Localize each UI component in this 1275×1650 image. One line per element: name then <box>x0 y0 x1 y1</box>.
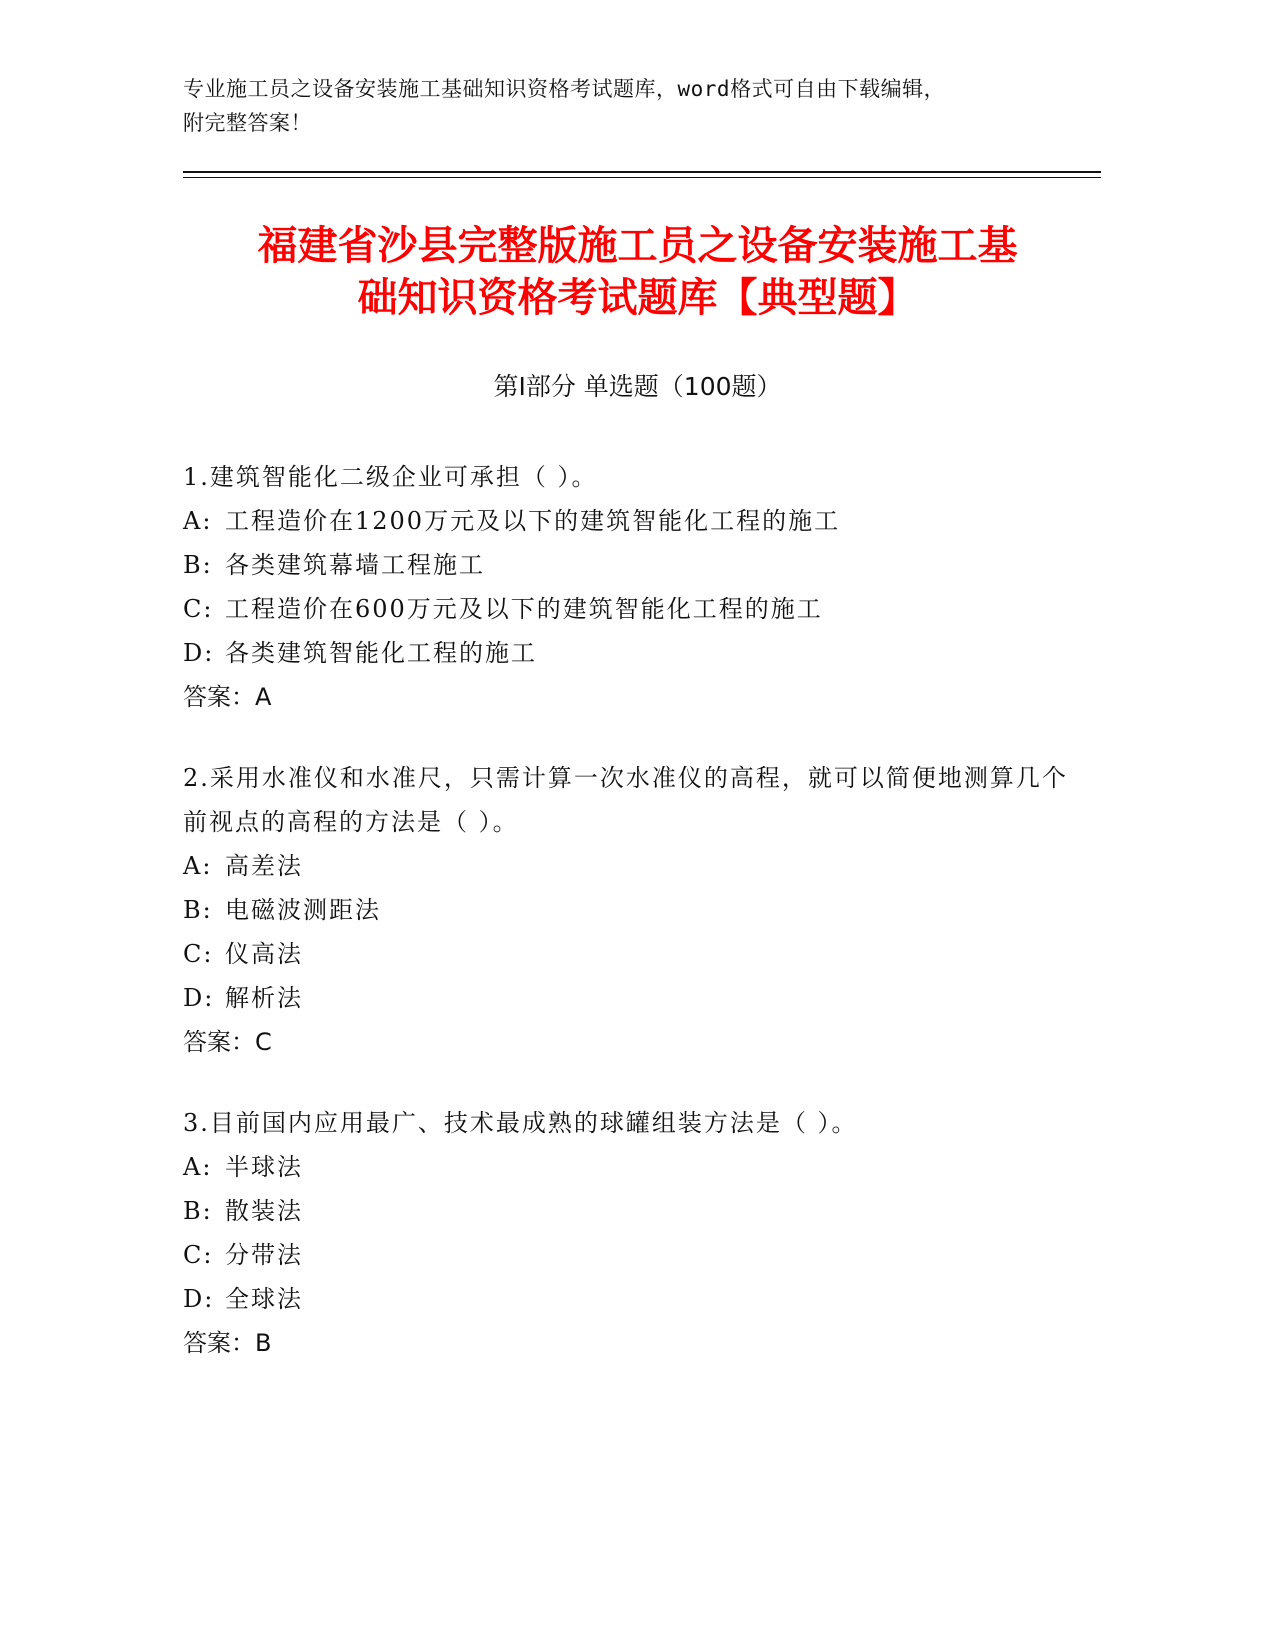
option-key: D: <box>183 984 215 1012</box>
question-3 <box>183 1101 1083 1365</box>
option-text: 分带法 <box>225 1241 303 1269</box>
document-title-line-1: 福建省沙县完整版施工员之设备安装施工基 <box>257 223 1018 269</box>
option-d <box>183 631 1083 675</box>
answer-line: 答案：A <box>183 683 272 711</box>
option-text: 散装法 <box>225 1197 303 1225</box>
option-key: A: <box>183 507 213 535</box>
question-list <box>183 455 1083 1402</box>
option-key: A: <box>183 852 213 880</box>
header-note-line-1: 专业施工员之设备安装施工基础知识资格考试题库，word格式可自由下载编辑， <box>183 77 946 101</box>
option-text: 电磁波测距法 <box>225 896 381 924</box>
option-c <box>183 932 1083 976</box>
option-c <box>183 1233 1083 1277</box>
option-key: C: <box>183 1241 214 1269</box>
option-key: D: <box>183 639 215 667</box>
answer-line: 答案：B <box>183 1329 272 1357</box>
option-a <box>183 499 1083 543</box>
option-text: 全球法 <box>225 1285 303 1313</box>
option-b <box>183 1189 1083 1233</box>
option-text: 仪高法 <box>225 940 303 968</box>
option-text: 工程造价在600万元及以下的建筑智能化工程的施工 <box>225 595 823 623</box>
option-d <box>183 1277 1083 1321</box>
option-text: 半球法 <box>225 1153 303 1181</box>
option-key: D: <box>183 1285 215 1313</box>
option-key: C: <box>183 595 214 623</box>
option-key: B: <box>183 551 213 579</box>
header-divider-thin <box>183 177 1101 178</box>
document-title <box>150 220 1125 324</box>
option-a <box>183 1145 1083 1189</box>
option-text: 解析法 <box>225 984 303 1012</box>
document-title-line-2: 础知识资格考试题库【典型题】 <box>357 275 918 321</box>
option-key: B: <box>183 896 213 924</box>
option-text: 工程造价在1200万元及以下的建筑智能化工程的施工 <box>225 507 841 535</box>
question-1 <box>183 455 1083 719</box>
option-text: 高差法 <box>225 852 303 880</box>
option-c <box>183 587 1083 631</box>
option-key: B: <box>183 1197 213 1225</box>
option-b <box>183 543 1083 587</box>
option-text: 各类建筑幕墙工程施工 <box>225 551 485 579</box>
question-stem: 1.建筑智能化二级企业可承担（ ）。 <box>183 463 598 491</box>
section-title: 第Ⅰ部分 单选题（100题） <box>493 372 782 401</box>
option-key: C: <box>183 940 214 968</box>
option-text: 各类建筑智能化工程的施工 <box>225 639 537 667</box>
header-note-line-2: 附完整答案！ <box>183 111 312 135</box>
option-key: A: <box>183 1153 213 1181</box>
question-2 <box>183 756 1083 1064</box>
option-b <box>183 888 1083 932</box>
question-stem: 3.目前国内应用最广、技术最成熟的球罐组装方法是（ ）。 <box>183 1109 858 1137</box>
header-divider-thick <box>183 171 1101 173</box>
header-note <box>183 72 1063 140</box>
answer-line: 答案：C <box>183 1028 272 1056</box>
question-stem: 2.采用水准仪和水准尺，只需计算一次水准仪的高程，就可以简便地测算几个前视点的高程的方法是（ ）。 <box>183 764 1068 836</box>
option-d <box>183 976 1083 1020</box>
option-a <box>183 844 1083 888</box>
